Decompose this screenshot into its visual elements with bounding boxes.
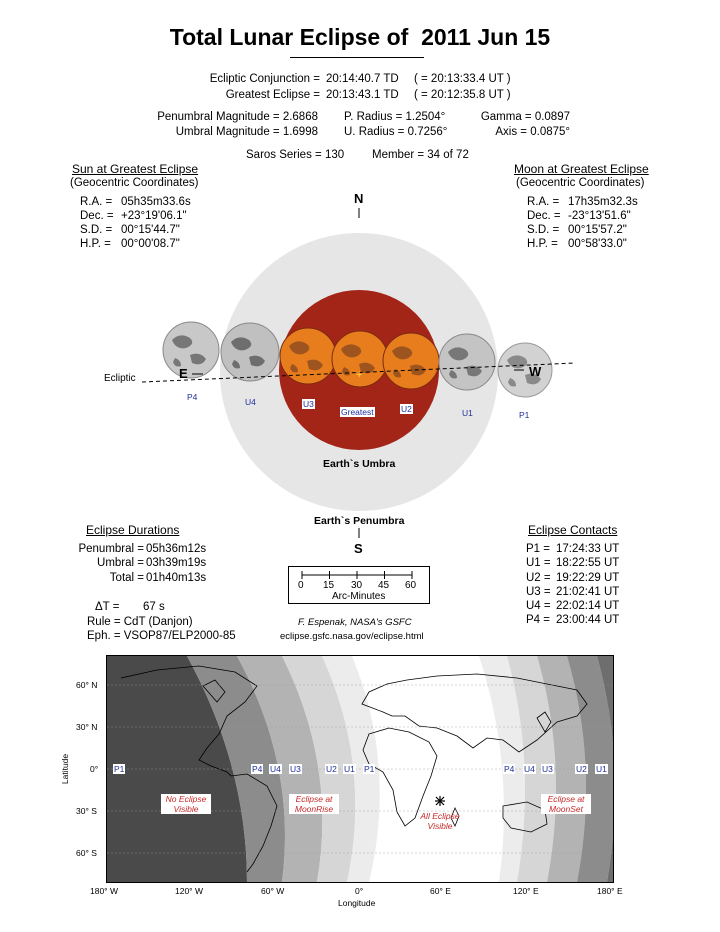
sun-sd-value: 00°15'44.7" [121,224,180,236]
rule: Rule = CdT (Danjon) [87,616,193,628]
sun-hp-label: H.P. = [80,238,111,250]
map-label-p1-west: P1 [114,764,125,774]
moon-subheading: (Geocentric Coordinates) [516,177,645,189]
lon-tick-180w: 180° W [90,886,118,896]
lon-tick-0: 0° [355,886,364,896]
contact-p1-time: 17:24:33 UT [556,543,620,555]
p-radius: P. Radius = 1.2504° [344,111,446,123]
scale-tick-0: 0 [298,580,304,591]
note-moonrise: Eclipse at MoonRise [289,794,339,814]
greatest-td: 20:13:43.1 TD [326,89,399,101]
contact-u1-label: U1 = [526,557,551,569]
moon-p1 [498,343,552,397]
map-label-p4-west: P4 [252,764,263,774]
gamma: Gamma = 0.0897 [480,111,570,123]
sun-heading: Sun at Greatest Eclipse [72,162,199,176]
label-p4: P4 [187,392,198,402]
map-label-u2-west: U2 [326,764,337,774]
contact-u4-label: U4 = [526,600,551,612]
lon-tick-60e: 60° E [430,886,451,896]
lon-tick-120w: 120° W [175,886,203,896]
total-duration-value: 01h40m13s [146,572,207,584]
map-label-u1-west: U1 [344,764,355,774]
map-label-u2-east: U2 [576,764,587,774]
sun-ra-value: 05h35m33.6s [121,196,191,208]
umbral-duration-label: Umbral = [97,557,144,569]
moon-u4 [221,323,279,381]
penumbral-magnitude: Penumbral Magnitude = 2.6868 [157,111,318,123]
map-label-u4-east: U4 [524,764,535,774]
map-label-p1-east: P1 [364,764,375,774]
scale-tick-60: 60 [405,580,417,591]
scale-tick-15: 15 [323,580,335,591]
delta-t-value: 67 s [143,601,165,613]
moon-dec-value: -23°13'51.6" [568,210,631,222]
lat-tick-30s: 30° S [76,806,97,816]
x-axis-label: Longitude [338,898,376,908]
conjunction-td: 20:14:40.7 TD [326,73,399,85]
saros-series: Saros Series = 130 [246,149,345,161]
moon-sd-label: S.D. = [527,224,560,236]
penumbra-label: Earth`s Penumbra [314,515,405,527]
contact-p1-label: P1 = [526,543,550,555]
map-label-u4-west: U4 [270,764,281,774]
label-u1: U1 [462,408,473,418]
umbra-label: Earth`s Umbra [323,458,396,470]
greatest-label: Greatest Eclipse = [225,89,320,101]
lat-tick-60n: 60° N [76,680,98,690]
durations-heading: Eclipse Durations [86,523,180,537]
sun-ra-label: R.A. = [80,196,113,208]
moon-dec-label: Dec. = [527,210,561,222]
saros-member: Member = 34 of 72 [372,149,469,161]
moon-ra-label: R.A. = [527,196,560,208]
scale-tick-45: 45 [378,580,390,591]
lat-tick-30n: 30° N [76,722,98,732]
ecliptic-label: Ecliptic [104,373,136,384]
contact-u2-time: 19:22:29 UT [556,572,620,584]
map-label-p4-east: P4 [504,764,515,774]
label-p1: P1 [519,410,530,420]
sun-subheading: (Geocentric Coordinates) [70,177,199,189]
total-duration-label: Total = [109,572,144,584]
moon-hp-value: 00°58'33.0" [568,238,627,250]
map-label-u1-east: U1 [596,764,607,774]
contact-u2-label: U2 = [526,572,551,584]
note-moonset: Eclipse at MoonSet [541,794,591,814]
penumbral-duration-value: 05h36m12s [146,543,207,555]
conjunction-label: Ecliptic Conjunction = [209,73,320,85]
lat-tick-0: 0° [90,764,99,774]
conjunction-ut: ( = 20:13:33.4 UT ) [414,73,511,85]
moon-heading: Moon at Greatest Eclipse [514,162,649,176]
south-label: S [354,541,363,556]
axis: Axis = 0.0875° [495,126,570,138]
contact-u4-time: 22:02:14 UT [556,600,620,612]
moon-ra-value: 17h35m32.3s [568,196,638,208]
north-label: N [354,191,364,206]
moon-hp-label: H.P. = [527,238,558,250]
greatest-ut: ( = 20:12:35.8 UT ) [414,89,511,101]
contact-p4-label: P4 = [526,614,550,626]
ephemeris: Eph. = VSOP87/ELP2000-85 [87,630,236,642]
map-label-u3-east: U3 [542,764,553,774]
credit-author: F. Espenak, NASA's GSFC [298,617,412,628]
sun-hp-value: 00°00'08.7" [121,238,180,250]
label-u2: U2 [401,404,412,414]
greatest-eclipse-star [435,796,445,806]
moon-sd-value: 00°15'57.2" [568,224,627,236]
contacts-heading: Eclipse Contacts [528,523,618,537]
umbral-magnitude: Umbral Magnitude = 1.6998 [175,126,318,138]
label-u3: U3 [303,399,314,409]
lon-tick-60w: 60° W [261,886,285,896]
note-no-eclipse: No Eclipse Visible [161,794,211,814]
west-label: W [529,364,542,379]
moon-u1 [439,334,495,390]
contact-p4-time: 23:00:44 UT [556,614,620,626]
y-axis-label: Latitude [60,753,71,785]
label-greatest: Greatest [341,407,374,417]
moon-p4 [163,322,219,378]
visibility-map [106,655,614,883]
east-label: E [179,366,188,381]
contact-u1-time: 18:22:55 UT [556,557,620,569]
map-label-u3-west: U3 [290,764,301,774]
u-radius: U. Radius = 0.7256° [344,126,448,138]
note-all-eclipse: All Eclipse Visible [420,811,460,831]
delta-t-label: ΔT = [95,601,120,613]
contact-u3-label: U3 = [526,586,551,598]
greatest-marker: + [356,369,363,381]
scale-tick-30: 30 [351,580,363,591]
arc-minute-scale [288,566,430,604]
sun-dec-value: +23°19'06.1" [121,210,187,222]
sun-dec-label: Dec. = [80,210,114,222]
sun-sd-label: S.D. = [80,224,113,236]
scale-caption: Arc-Minutes [332,591,386,602]
moon-u3 [280,328,336,384]
penumbral-duration-label: Penumbral = [78,543,144,555]
contact-u3-time: 21:02:41 UT [556,586,620,598]
lon-tick-120e: 120° E [513,886,539,896]
page-title: Total Lunar Eclipse of 2011 Jun 15 [169,24,551,50]
map-graphic [107,656,613,882]
label-u4: U4 [245,397,256,407]
moon-u2 [383,333,439,389]
credit-url: eclipse.gsfc.nasa.gov/eclipse.html [280,631,424,642]
lat-tick-60s: 60° S [76,848,97,858]
umbral-duration-value: 03h39m19s [146,557,207,569]
lon-tick-180e: 180° E [597,886,623,896]
